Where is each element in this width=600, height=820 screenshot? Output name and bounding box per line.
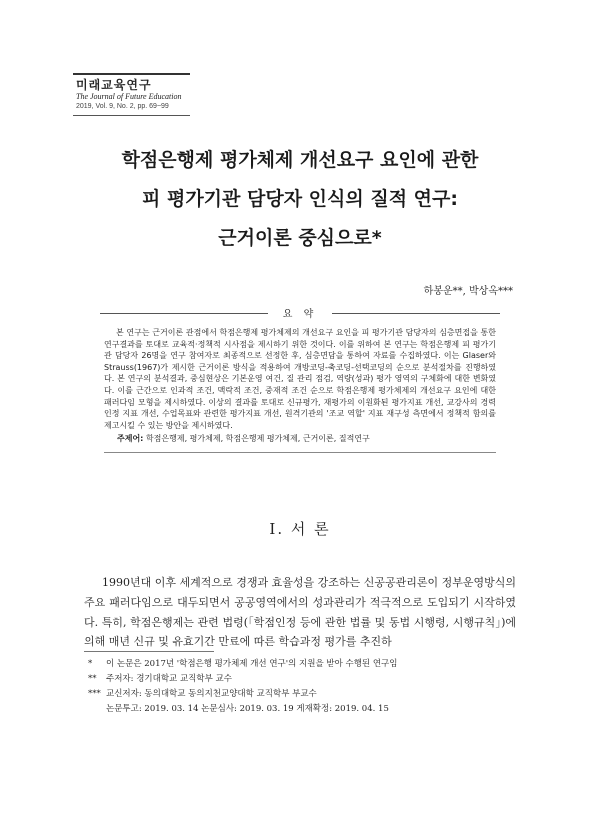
footnote-text: 이 논문은 2017년 '학점은행 평가체제 개선 연구'의 지원을 받아 수행된 연구임: [106, 659, 398, 669]
keywords-label: 주제어:: [117, 434, 144, 443]
abstract-label: 요 약: [282, 309, 318, 320]
footnote-mark: **: [88, 674, 97, 684]
keywords: [117, 433, 497, 444]
footnotes: [88, 657, 518, 717]
abstract-body: 본 연구는 근거이론 관점에서 학점은행제 평가체제의 개선요구 요인을 피 평가기관 담당자의 심층면접을 통한 연구결과를 토대로 교육적·정책적 시사점을 제시하기 위한 것이다. 이를 위하여 본 연구는 학점은행제 피 평가기관 담당자 26명을 연구 참여자로 최종적으로 선정한 후, 심층면담을 통하여 자료를 수집하였다. 이는 Glaser와 Strauss(1967)가 제시한 근거이론 방식을 적용하여 개방코딩-축코딩-선택코딩의 순으로 분석절차를 진행하였다. 본 연구의 분석결과, 중심현상은 기본운영 여건, 질 관리 점검, 역량(성과) 평가 영역의 구체화에 대한 변화였다. 이를 근간으로 인과적 조건, 맥락적 조건, 중재적 조건 순으로 학점은행제 평가체제의 개선요구 요인에 대한 패러다임 모형을 제시하였다. 이상의 결과를 토대로 신규평가, 재평가의 이원화된 평가지표 개선, 교강사의 경력 인정 지표 개선, 수업목표와 관련한 평가지표 개선, 원격기관의 '조교 역할' 지표 재구성 측면에서 정책적 함의를 제고시킬 수 있는 방안을 제시하였다.: [104, 328, 496, 430]
intro-paragraph: 1990년대 이후 세계적으로 경쟁과 효율성을 강조하는 신공공관리론이 정부운영방식의 주요 패러다임으로 대두되면서 공공영역에서의 성과관리가 적극적으로 도입되기 시작하였다. 특히, 학점은행제는 관련 법령(「학점인정 등에 관한 법률 및 동법 시행령, 시행규칙」)에 의해 매년 신규 및 유효기간 만료에 따른 학습과정 평가를 추진하: [84, 576, 516, 649]
paper-title-line-3: 근거이론 중심으로*: [218, 227, 382, 249]
footnote-text: 논문투고: 2019. 03. 14 논문심사: 2019. 03. 19 게재확정: 2019. 04. 15: [106, 704, 389, 714]
paper-title-line-2: 피 평가기관 담당자 인식의 질적 연구:: [142, 188, 458, 210]
footnote-rule: [84, 651, 214, 652]
submission-dates: [88, 702, 518, 717]
journal-subtitle: The Journal of Future Education: [76, 92, 182, 101]
footnote-1: [88, 657, 518, 672]
footnote-text: 교신저자: 동의대학교 동의지천교양대학 교직학부 부교수: [106, 689, 317, 699]
keywords-rule: [104, 452, 496, 453]
journal-header: [73, 73, 190, 116]
keywords-list: 학점은행제, 평가체제, 학점은행제 평가체제, 근거이론, 질적연구: [145, 434, 370, 443]
paper-title-line-1: 학점은행제 평가체제 개선요구 요인에 관한: [121, 149, 479, 171]
section-title: Ⅰ. 서 론: [269, 520, 331, 538]
footnote-mark: ***: [88, 689, 101, 699]
authors: 하봉운**, 박상옥***: [423, 286, 513, 297]
journal-title: 미래교육연구: [76, 78, 152, 92]
journal-volume: 2019, Vol. 9, No. 2, pp. 69~99: [76, 103, 169, 110]
footnote-3: [88, 687, 518, 702]
footnote-mark: *: [88, 659, 93, 669]
footnote-text: 주저자: 경기대학교 교직학부 교수: [106, 674, 232, 684]
footnote-2: [88, 672, 518, 687]
